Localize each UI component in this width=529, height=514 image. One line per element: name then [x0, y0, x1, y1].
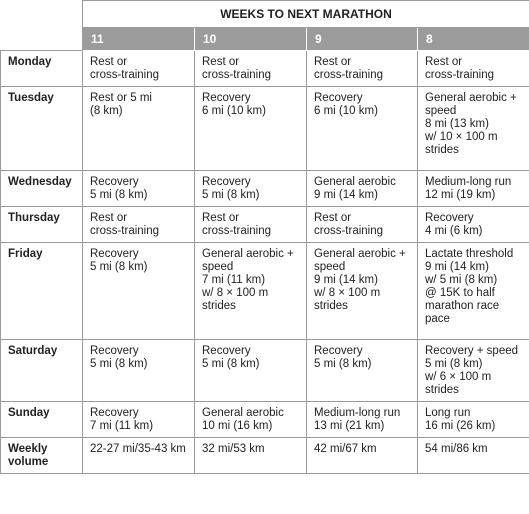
row-label: Sunday — [1, 402, 83, 438]
group-header-row — [1, 1, 529, 28]
table-row — [1, 51, 529, 87]
table-cell: Rest or cross-training — [307, 51, 418, 87]
table-cell: Recovery 5 mi (8 km) — [83, 340, 195, 402]
table-row — [1, 243, 529, 340]
table-cell: Recovery 4 mi (6 km) — [418, 207, 529, 243]
table-row — [1, 87, 529, 171]
table-cell: 32 mi/53 km — [195, 438, 307, 474]
table-cell: Medium-long run 12 mi (19 km) — [418, 171, 529, 207]
table-cell: Rest or cross-training — [307, 207, 418, 243]
table-cell: Recovery 5 mi (8 km) — [195, 171, 307, 207]
group-header: WEEKS TO NEXT MARATHON — [83, 1, 529, 28]
table-cell: Medium-long run 13 mi (21 km) — [307, 402, 418, 438]
row-label: Monday — [1, 51, 83, 87]
week-header: 8 — [418, 28, 529, 51]
table-cell: Rest or cross-training — [195, 51, 307, 87]
week-header: 10 — [195, 28, 307, 51]
table-cell: Recovery 7 mi (11 km) — [83, 402, 195, 438]
corner-cell — [1, 1, 83, 51]
table-row — [1, 171, 529, 207]
table-cell: 54 mi/86 km — [418, 438, 529, 474]
row-label: Wednesday — [1, 171, 83, 207]
table-cell: Recovery + speed 5 mi (8 km) w/ 6 × 100 m strides — [418, 340, 529, 402]
table-row — [1, 402, 529, 438]
table-cell: Rest or cross-training — [418, 51, 529, 87]
table-cell: Long run 16 mi (26 km) — [418, 402, 529, 438]
table-cell: Recovery 6 mi (10 km) — [307, 87, 418, 171]
table-cell: General aerobic + speed 7 mi (11 km) w/ 8 × 100 m strides — [195, 243, 307, 340]
table-cell: Recovery 5 mi (8 km) — [83, 171, 195, 207]
week-header: 9 — [307, 28, 418, 51]
table-cell: General aerobic + speed 9 mi (14 km) w/ 8 × 100 m strides — [307, 243, 418, 340]
row-label: Friday — [1, 243, 83, 340]
row-label: Thursday — [1, 207, 83, 243]
table-cell: Recovery 5 mi (8 km) — [307, 340, 418, 402]
table-cell: General aerobic 10 mi (16 km) — [195, 402, 307, 438]
row-label: Saturday — [1, 340, 83, 402]
table-row — [1, 207, 529, 243]
table-cell: Rest or 5 mi (8 km) — [83, 87, 195, 171]
table-cell: Recovery 6 mi (10 km) — [195, 87, 307, 171]
table-cell: Rest or cross-training — [195, 207, 307, 243]
table-cell: Lactate threshold 9 mi (14 km) w/ 5 mi (8 km) @ 15K to half marathon race pace — [418, 243, 529, 340]
row-label: Tuesday — [1, 87, 83, 171]
table-cell: 42 mi/67 km — [307, 438, 418, 474]
table-cell: Rest or cross-training — [83, 207, 195, 243]
table-cell: Recovery 5 mi (8 km) — [195, 340, 307, 402]
table-row — [1, 438, 529, 474]
table-cell: Rest or cross-training — [83, 51, 195, 87]
table-cell: General aerobic 9 mi (14 km) — [307, 171, 418, 207]
table-cell: Recovery 5 mi (8 km) — [83, 243, 195, 340]
week-header: 11 — [83, 28, 195, 51]
table-cell: 22-27 mi/35-43 km — [83, 438, 195, 474]
table-row — [1, 340, 529, 402]
row-label: Weekly volume — [1, 438, 83, 474]
table-cell: General aerobic + speed 8 mi (13 km) w/ 10 × 100 m strides — [418, 87, 529, 171]
